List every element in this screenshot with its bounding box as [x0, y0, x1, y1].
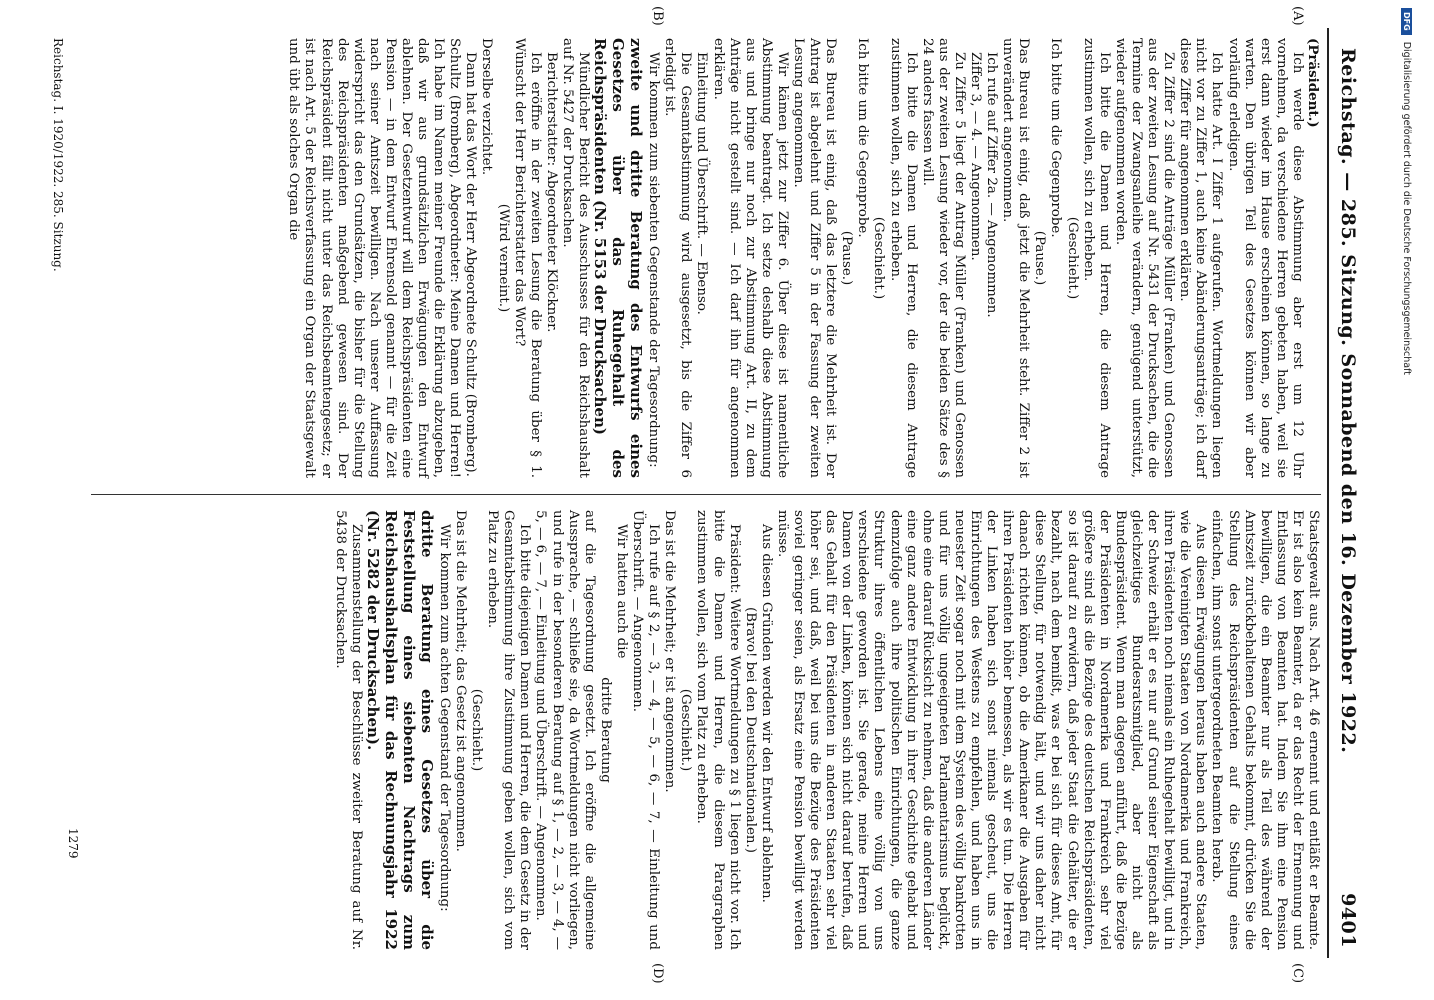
right-column-paragraph: Ich rufe auf § 2, — 3, — 4, — 5, — 6, — 7, — Einleitung und Überschrift. — Angenommen. [630, 510, 662, 950]
right-column-paragraph: Aus diesen Gründen werden wir den Entwurf ablehnen. [758, 524, 774, 903]
left-column-paragraph: Derselbe verzichtet. [479, 38, 495, 176]
left-column-paragraph: Das Bureau ist einig, daß jetzt die Mehrheit steht. Ziffer 2 ist unverändert angenommen. [1000, 38, 1032, 478]
footer-code: 1279 [66, 828, 80, 859]
right-column-paragraph: (Geschieht.) [678, 688, 694, 772]
right-column-paragraph: Wir kommen zum achten Gegenstand der Tagesordnung: [436, 524, 452, 912]
header-rule [1327, 28, 1329, 958]
left-column-paragraph: zweite und dritte Beratung des Entwurfs eines Gesetzes über das Ruhegehalt des Reichspräsidenten (Nr. 5153 der Drucksachen) [591, 38, 646, 478]
left-column-paragraph: Ich hatte Art. I Ziffer 1 aufgerufen. Wortmeldungen liegen nicht vor zu Ziffer 1, auch keine Abänderungsanträge; ich darf diese Ziffer für angenommen erklären. [1177, 38, 1225, 478]
margin-marker-d: (D) [650, 963, 665, 984]
right-column-paragraph: Präsident: Weitere Wortmeldungen zu § 1 liegen nicht vor. Ich bitte die Damen und Herren, die diesem Paragraphen zustimmen wollen, sich vom Platz zu erheben. [694, 510, 742, 950]
left-column-paragraph: Wir kämen jetzt zur Ziffer 6. Über diese ist namentliche Abstimmung beantragt. Ich setze deshalb diese Abstimmung aus und bringe nur noch zur Abstimmung Art. II, zu dem Anträge nicht gestellt sind. — Ich darf ihn für angenommen erklären. [710, 38, 790, 478]
left-column-paragraph: (Geschieht.) [1064, 216, 1080, 300]
page-header [1331, 28, 1365, 958]
left-column-paragraph: Das Bureau ist einig, daß das letztere die Mehrheit ist. Der Antrag ist abgelehnt und Ziffer 5 in der Fassung der zweiten Lesung angenommen. [791, 38, 839, 478]
right-column-paragraph: Zusammenstellung der Beschlüsse zweiter Beratung auf Nr. 5438 der Drucksachen. [332, 510, 364, 950]
column-divider [91, 494, 1321, 495]
left-column-paragraph: Ich eröffne in der zweiten Lesung die Beratung über § 1. Wünscht der Herr Berichterstatter das Wort? [511, 38, 543, 478]
right-column-paragraph: Staatsgewalt aus. Nach Art. 46 ernennt und entläßt er Beamte. Er ist also kein Beamter, da er das Recht der Ernennung und Entlassung von Beamten hat. Indem Sie ihm eine Pension bewilligen, die ein Beamter nur als Teil des während der Amtszeit zurückbehaltenen Gehalts bekommt, drücken Sie die Stellung des Reichspräsidenten auf die Stellung eines einfachen, ihm sonst untergeordneten Beamten herab. [1209, 510, 1321, 950]
page-title: Reichstag. — 285. Sitzung. Sonnabend den 16. Dezember 1922. [1337, 48, 1359, 754]
right-column-paragraph: dritte Beratung [597, 677, 613, 783]
left-column-paragraph: Ich bitte die Damen und Herren, die diesem Antrage zustimmen wollen, sich zu erheben. [887, 38, 919, 478]
right-column-paragraph: auf die Tagesordnung gesetzt. Ich eröffne die allgemeine Aussprache, — schließe sie, da Wortmeldungen nicht vorliegen, und rufe in der besonderen Beratung auf § 1, — 2, — 3, — 4, — 5, — 6, — 7, — Einleitung und Überschrift. — Angenommen. [533, 510, 597, 950]
left-text-column [285, 38, 1321, 478]
scanned-page [25, 6, 1365, 984]
left-column-paragraph: Ich bitte um die Gegenprobe. [855, 38, 871, 238]
left-column-paragraph: Mündlicher Bericht des Ausschusses für den Reichshaushalt auf Nr. 5427 der Drucksachen. [559, 38, 592, 478]
right-column-paragraph: (Geschieht.) [469, 688, 485, 772]
right-column-paragraph: (Bravo! bei den Deutschnationalen.) [742, 606, 758, 854]
left-column-paragraph: Ich rufe auf Ziffer 2a. — Angenommen. [984, 52, 1000, 318]
right-column-paragraph: Ich bitte diejenigen Damen und Herren, die dem Gesetz in der Gesamtabstimmung ihre Zustimmung geben wollen, sich vom Platz zu erheben. [485, 510, 533, 950]
right-column-paragraph: dritte Beratung eines Gesetzes über die Feststellung eines siebenten Nachtrags zum Reichshaushaltsplan für das Rechnungsjahr 1922 (Nr. 5282 der Drucksachen). [363, 510, 436, 950]
right-column-paragraph: Das ist die Mehrheit; das Gesetz ist angenommen. [453, 510, 469, 852]
left-column-paragraph: (Wird verneint.) [495, 203, 511, 313]
left-column-paragraph: Einleitung und Überschrift. — Ebenso. [694, 52, 710, 315]
page-number: 9401 [1337, 893, 1359, 948]
left-column-paragraph: Die Gesamtabstimmung wird ausgesetzt, bis die Ziffer 6 erledigt ist. [662, 38, 694, 478]
right-column-paragraph: Das ist die Mehrheit; er ist angenommen. [662, 510, 678, 793]
margin-marker-b: (B) [650, 6, 665, 26]
left-column-paragraph: Zu Ziffer 2 sind die Anträge Müller (Franken) und Genossen aus der zweiten Lesung auf Nr. 5431 der Drucksachen, die die Termine der Zwangsanleihe verändern, genügend unterstützt, wieder aufgenommen worden. [1112, 38, 1177, 478]
left-column-paragraph: Ich bitte um die Gegenprobe. [1048, 38, 1064, 238]
footer-citation: Reichstag. I. 1920/1922. 285. Sitzung. [51, 38, 65, 272]
margin-marker-a: (A) [1290, 6, 1305, 26]
left-column-paragraph: Dann hat das Wort der Herr Abgeordnete Schultz (Bromberg). [463, 52, 479, 477]
left-column-paragraph: Ich werde diese Abstimmung aber erst um 12 Uhr vornehmen, da verschiedene Herren gebeten haben, weil sie erst dann wieder im Hause erscheinen können, so lange zu warten. Den übrigen Teil des Gesetzes können wir aber vorläufig erledigen. [1225, 38, 1305, 478]
left-column-paragraph: Zu Ziffer 5 liegt der Antrag Müller (Franken) und Genossen aus der zweiten Lesung wieder vor, der die beiden Sätze des § 24 anders fassen will. [919, 38, 967, 478]
left-column-paragraph: (Pause.) [1032, 230, 1048, 286]
dfg-logo-badge: DFG [1401, 8, 1412, 35]
left-column-paragraph: Ziffer 3, — 4. — Angenommen. [968, 52, 984, 261]
left-column-paragraph: (Pause.) [839, 230, 855, 286]
left-column-paragraph: (Geschieht.) [871, 216, 887, 300]
margin-marker-c: (C) [1290, 963, 1305, 984]
left-column-paragraph: Wir kommen zum siebenten Gegenstande der Tagesordnung: [646, 52, 662, 468]
digitization-note [1401, 8, 1412, 375]
left-column-paragraph: Ich bitte die Damen und Herren, die diesem Antrage zustimmen wollen, sich zu erheben. [1080, 38, 1112, 478]
left-column-paragraph: Schultz (Bromberg), Abgeordneter: Meine Damen und Herren! Ich habe im Namen meiner Freunde die Erklärung abzugeben, daß wir aus grundsätzlichen Erwägungen den Entwurf ablehnen. Der Gesetzentwurf will dem Reichspräsidenten eine Pension — in dem Entwurf Ehrensold genannt — für die Zeit nach seiner Amtszeit bewilligen. Nach unserer Auffassung widerspricht das den Grundsätzen, die bisher für die Stellung des Reichspräsidenten maßgebend gewesen sind. Der Reichspräsident fällt nicht unter das Reichsbeamtengesetz; er ist nach Art. 5 der Reichsverfassung ein Organ der Staatsgewalt und übt als solches Organ die [286, 38, 463, 478]
left-column-paragraph: (Präsident.) [1305, 38, 1321, 128]
right-column-paragraph: Aus diesen Erwägungen heraus haben auch andere Staaten, wie die Vereinigten Staaten von Nordamerika und Frankreich, ihren Präsidenten noch niemals ein Ruhegehalt bewilligt, und in der Schweiz erhält er es nur auf Grund seiner Eigenschaft als gleichzeitiges Bundesratsmitglied, aber nicht als Bundespräsident. Wenn man dagegen anführt, daß die Bezüge der Präsidenten in Nordamerika und Frankreich sehr viel größere sind als die Bezüge des deutschen Reichspräsidenten, so ist darauf zu erwidern, daß jeder Staat die Gehälter, die er bezahlt, nach dem bemißt, was er bei sich für dieses Amt, für diese Stellung, für notwendig hält, und wir uns daher nicht danach richten können, ob die Amerikaner die Ausgaben für ihren Präsidenten höher bemessen, als wir es tun. Die Herren der Linken haben sich sonst niemals gescheut, uns die Einrichtungen des Westens zu empfehlen, und haben uns in neuester Zeit sogar noch mit dem System des völlig bankrotten und für uns völlig ungeeigneten Parlamentarismus beglückt, ohne eine darauf Rücksicht zu nehmen, daß die anderen Länder eine ganz andere Entwicklung in ihrer Geschichte gehabt und demzufolge auch ihre politischen Einrichtungen, die ganze Struktur ihres öffentlichen Lebens eine völlig von uns verschiedene geworden ist. Sie gerade, meine Herren und Damen von der Linken, können sich nicht darauf berufen, daß das Gehalt für den Präsidenten in anderen Staaten sehr viel höher sei, und daß, weil bei uns die Bezüge des Präsidenten soviel geringer seien, als Ersatz eine Pension bewilligt werden müsse. [774, 510, 1209, 950]
right-column-paragraph: Wir hatten auch die [613, 524, 629, 659]
left-column-paragraph: Berichterstatter: Abgeordneter Klöckner. [543, 52, 559, 333]
digitization-note-text: Digitalisierung gefördert durch die Deutsche Forschungsgemeinschaft [1401, 41, 1412, 376]
right-text-column [332, 510, 1321, 950]
